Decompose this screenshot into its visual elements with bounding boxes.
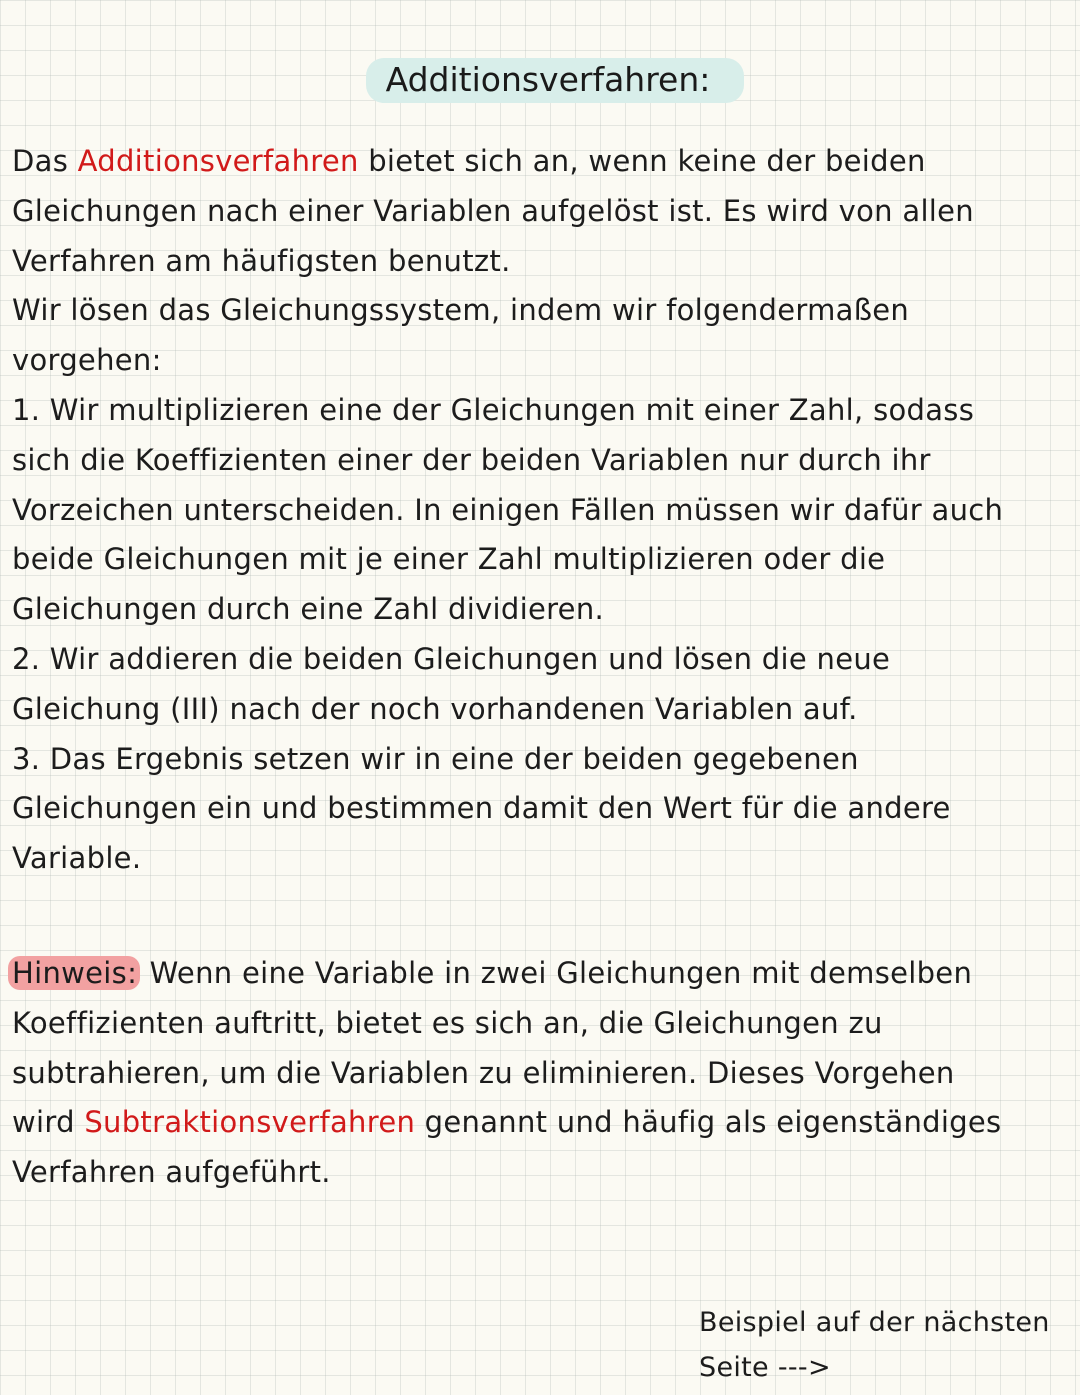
step-1-line: Vorzeichen unterscheiden. In einigen Fällen müssen wir dafür auch bbox=[12, 492, 1004, 527]
next-page-note bbox=[699, 1300, 1050, 1390]
text-line: Das Additionsverfahren bietet sich an, wenn keine der beiden bbox=[12, 144, 926, 178]
step-1-line: 1. Wir multiplizieren eine der Gleichungen mit einer Zahl, sodass bbox=[12, 392, 975, 427]
intro-paragraph bbox=[12, 137, 1072, 884]
text-line: subtrahieren, um die Variablen zu eliminieren. Dieses Vorgehen bbox=[12, 1055, 955, 1090]
text-line: Hinweis: Wenn eine Variable in zwei Gleichungen mit demselben bbox=[12, 949, 1072, 999]
title-container bbox=[0, 58, 1080, 103]
text-line: Wir lösen das Gleichungssystem, indem wir folgendermaßen bbox=[12, 293, 910, 328]
text-line: Gleichungen nach einer Variablen aufgelöst ist. Es wird von allen bbox=[12, 193, 974, 228]
step-2-line: Gleichung (III) nach der noch vorhandenen Variablen auf. bbox=[12, 691, 858, 726]
step-2-line: 2. Wir addieren die beiden Gleichungen und lösen die neue bbox=[12, 641, 891, 676]
hint-paragraph bbox=[12, 949, 1072, 1198]
text-line: Verfahren am häufigsten benutzt. bbox=[12, 243, 511, 278]
page-title: Additionsverfahren: bbox=[366, 58, 745, 103]
footer-line: Seite ---> bbox=[699, 1352, 831, 1383]
term-subtraktionsverfahren: Subtraktionsverfahren bbox=[84, 1105, 416, 1140]
step-1-line: beide Gleichungen mit je einer Zahl multiplizieren oder die bbox=[12, 542, 886, 577]
text-line: wird Subtraktionsverfahren genannt und häufig als eigenständiges bbox=[12, 1105, 1002, 1140]
step-3-line: Gleichungen ein und bestimmen damit den Wert für die andere bbox=[12, 791, 951, 826]
step-3-line: 3. Das Ergebnis setzen wir in eine der beiden gegebenen bbox=[12, 741, 859, 776]
text-line: Koeffizienten auftritt, bietet es sich an, die Gleichungen zu bbox=[12, 1005, 883, 1040]
hint-label: Hinweis: bbox=[8, 956, 140, 990]
step-3-line: Variable. bbox=[12, 841, 142, 876]
step-1-line: sich die Koeffizienten einer der beiden Variablen nur durch ihr bbox=[12, 442, 931, 477]
text-line: vorgehen: bbox=[12, 343, 162, 378]
term-additionsverfahren: Additionsverfahren bbox=[77, 144, 359, 178]
footer-line: Beispiel auf der nächsten bbox=[699, 1307, 1050, 1338]
step-1-line: Gleichungen durch eine Zahl dividieren. bbox=[12, 592, 605, 627]
text-line: Verfahren aufgeführt. bbox=[12, 1155, 331, 1190]
